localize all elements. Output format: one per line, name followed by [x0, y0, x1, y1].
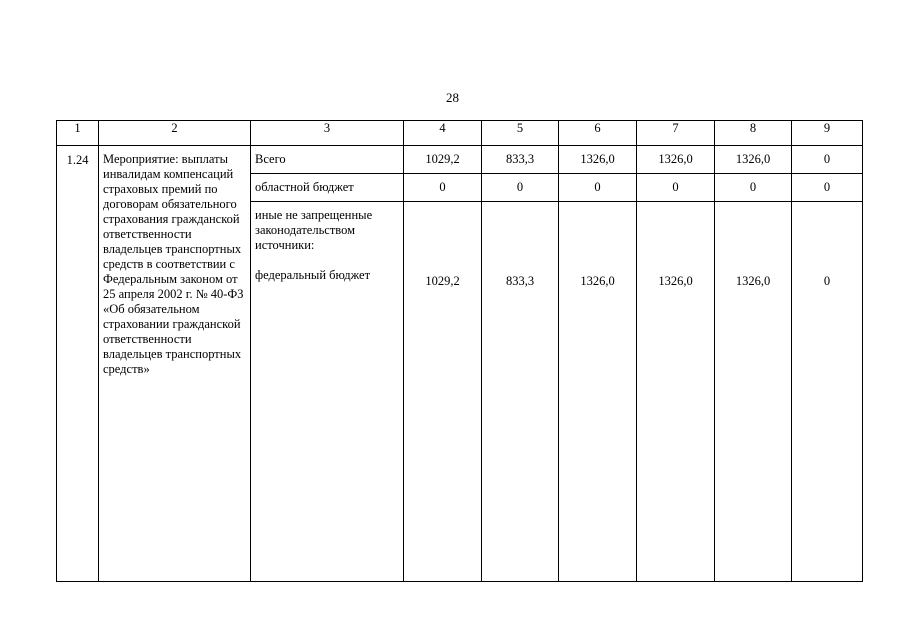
- header-cell: 4: [404, 121, 482, 146]
- value-cell: 1326,0: [715, 146, 792, 174]
- federal-budget-label: федеральный бюджет: [255, 268, 371, 282]
- value-cell: 1326,0: [559, 202, 637, 582]
- value-cell: 0: [637, 174, 715, 202]
- header-cell: 8: [715, 121, 792, 146]
- other-sources-label: иные не запрещенные законодательством источники:: [255, 208, 373, 252]
- value-cell: 833,3: [482, 146, 559, 174]
- value-cell: 0: [792, 146, 863, 174]
- value-cell: 1029,2: [404, 202, 482, 582]
- header-cell: 5: [482, 121, 559, 146]
- header-row: [57, 121, 863, 146]
- value-cell: 1029,2: [404, 146, 482, 174]
- source-label: Всего: [251, 146, 404, 174]
- value-cell: 0: [559, 174, 637, 202]
- header-cell: 6: [559, 121, 637, 146]
- page-number: 28: [446, 90, 459, 105]
- item-description: Мероприятие: выплаты инвалидам компенсаций страховых премий по договорам обязательного страхования гражданской ответственности владельцев транспортных средств в соответствии с Федеральным законом от 25 апреля 2002 г. № 40-ФЗ «Об обязательном страховании гражданской ответственности владельцев транспортных средств»: [99, 146, 251, 582]
- value-cell: 1326,0: [559, 146, 637, 174]
- value-cell: 0: [715, 174, 792, 202]
- header-cell: 7: [637, 121, 715, 146]
- value-cell: 833,3: [482, 202, 559, 582]
- value-cell: 1326,0: [637, 146, 715, 174]
- value-cell: 0: [792, 174, 863, 202]
- value-cell: 1326,0: [715, 202, 792, 582]
- other-sources-cell: [251, 202, 404, 582]
- header-cell: 1: [57, 121, 99, 146]
- funding-table: [56, 120, 863, 582]
- value-cell: 1326,0: [637, 202, 715, 582]
- source-label: областной бюджет: [251, 174, 404, 202]
- header-cell: 3: [251, 121, 404, 146]
- value-cell: 0: [482, 174, 559, 202]
- value-cell: 0: [792, 202, 863, 582]
- table-row-total: [57, 146, 863, 174]
- header-cell: 9: [792, 121, 863, 146]
- item-number: 1.24: [57, 146, 99, 582]
- header-cell: 2: [99, 121, 251, 146]
- value-cell: 0: [404, 174, 482, 202]
